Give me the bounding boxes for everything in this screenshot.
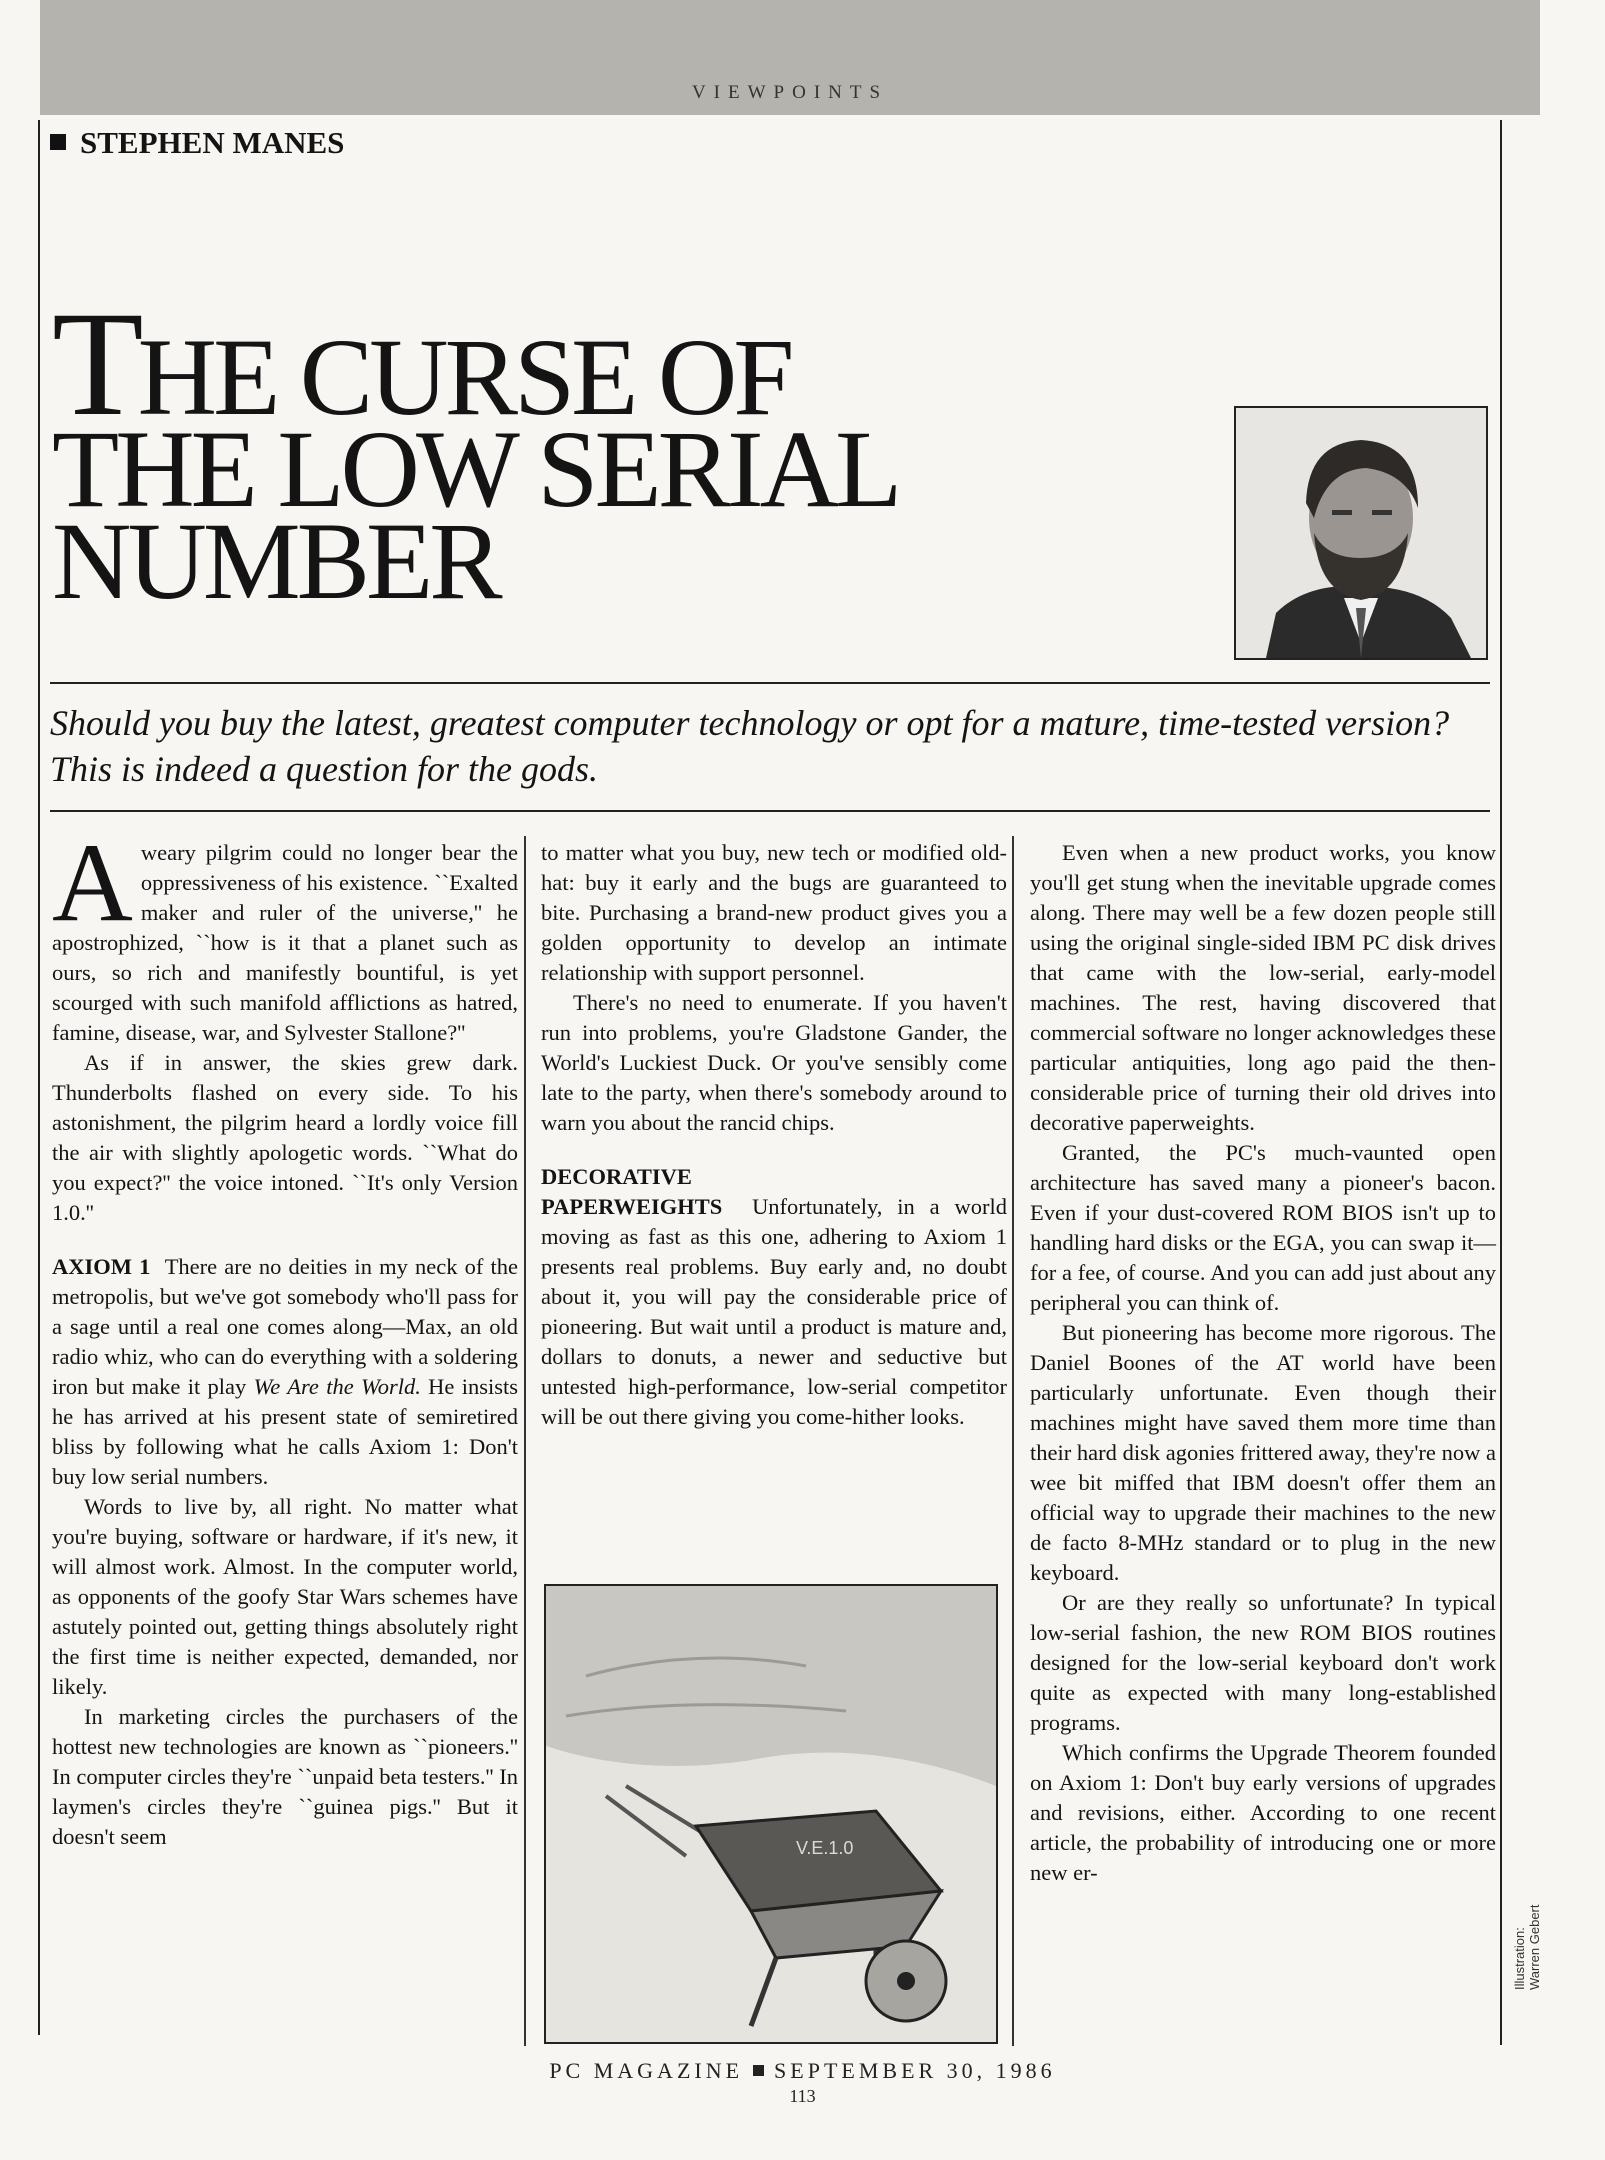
headline-line-1: HE CURSE OF	[137, 316, 791, 438]
deck-bottom-rule	[50, 810, 1490, 812]
paragraph: Or are they really so unfortunate? In typical low-serial fashion, the new ROM BIOS routines designed for the low-serial keyboard don't work quite as expected with many long-established programs.	[1030, 1590, 1496, 1735]
wheelbarrow-icon	[546, 1586, 996, 2042]
paragraph: In marketing circles the purchasers of the hottest new technologies are known as ``pioneers.'' In computer circles they're ``unpaid beta testers.'' In laymen's circles they're ``guinea pigs.'' But it doesn't seem	[52, 1704, 518, 1849]
paragraph: As if in answer, the skies grew dark. Thunderbolts flashed on every side. To his astonishment, the pilgrim heard a lordly voice fill the air with slightly apologetic words. ``What do you expect?'' the voice intoned. ``It's only Version 1.0.''	[52, 1050, 518, 1225]
paragraph: AXIOM 1 There are no deities in my neck of the metropolis, but we've got somebody who'll pass for a sage until a real one comes along—Max, an old radio whiz, who can do everything with a soldering iron but make it play We Are the World. He insists he has arrived at his present state of semiretired bliss by following what he calls Axiom 1: Don't buy low serial numbers.	[52, 1254, 519, 1489]
magazine-name: PC MAGAZINE	[549, 2058, 744, 2083]
page-footer	[0, 2058, 1605, 2084]
author-name: STEPHEN MANES	[80, 125, 345, 160]
paragraph: There's no need to enumerate. If you haven't run into problems, you're Gladstone Gander, the World's Luckiest Duck. Or you've sensibly come late to the party, when there's somebody around to warn you about the rancid chips.	[541, 990, 1007, 1135]
section-label: VIEWPOINTS	[691, 82, 889, 103]
paragraph: to matter what you buy, new tech or modified old-hat: buy it early and the bugs are guaranteed to bite. Purchasing a brand-new product gives you a golden opportunity to develop an intimate relationship with support personnel.	[541, 840, 1007, 985]
article-deck: Should you buy the latest, greatest computer technology or opt for a mature, time-tested version? This is indeed a question for the gods.	[50, 703, 1450, 789]
author-portrait-icon	[1236, 408, 1486, 658]
wheelbarrow-illustration	[544, 1584, 998, 2044]
headline-drop-letter: T	[52, 281, 138, 447]
issue-date: SEPTEMBER 30, 1986	[774, 2058, 1056, 2083]
column-2	[541, 838, 1007, 1432]
subhead-decorative-paperweights: DECORATIVE PAPERWEIGHTS	[541, 1164, 723, 1219]
headline-line-2: THE LOW SERIAL	[52, 408, 899, 530]
column-3	[1030, 838, 1496, 1888]
paragraph: Words to live by, all right. No matter what you're buying, software or hardware, if it's new, it will almost work. Almost. In the computer world, as opponents of the goofy Star Wars schemes have astutely pointed out, getting things absolutely right the first time is neither expected, demanded, nor likely.	[52, 1494, 518, 1699]
footer-bullet-icon	[753, 2065, 764, 2076]
paragraph: Which confirms the Upgrade Theorem founded on Axiom 1: Don't buy early versions of upgrades and revisions, either. According to one recent article, the probability of introducing one or more new er-	[1030, 1740, 1496, 1885]
page-number: 113	[789, 2086, 816, 2106]
bullet-square-icon	[50, 134, 66, 150]
right-border	[1500, 120, 1502, 2045]
left-border	[38, 120, 40, 2035]
column-separator-2	[1012, 836, 1014, 2046]
headline-line-3: NUMBER	[52, 500, 499, 622]
column-separator-1	[524, 836, 526, 2046]
column-1	[52, 821, 519, 1852]
paragraph: DECORATIVE PAPERWEIGHTS Unfortunately, in a world moving as fast as this one, adhering to Axiom 1 presents real problems. Buy early and, no doubt about it, you will pay the considerable price of pioneering. But wait until a product is mature and, dollars to donuts, a newer and seductive but untested high-performance, low-serial competitor will be out there giving you come-hither looks.	[541, 1164, 1008, 1429]
byline	[50, 125, 344, 161]
deck-top-rule	[50, 682, 1490, 684]
section-header-band	[40, 0, 1540, 115]
author-photo	[1234, 406, 1488, 660]
paragraph: Even when a new product works, you know you'll get stung when the inevitable upgrade comes along. There may well be a few dozen people still using the original single-sided IBM PC disk drives that came with the low-serial, early-model machines. The rest, having discovered that commercial software no longer acknowledges these particular antiquities, long ago paid the then-considerable price of turning their old drives into decorative paperweights.	[1030, 840, 1496, 1135]
paragraph: Aweary pilgrim could no longer bear the oppressiveness of his existence. ``Exalted maker and ruler of the universe,'' he apostrophized, ``how is it that a planet such as ours, so rich and manifestly bountiful, is yet scourged with such manifold afflictions as hatred, famine, disease, war, and Sylvester Stallone?''	[52, 821, 518, 1045]
drop-cap: A	[52, 821, 133, 945]
paragraph: Granted, the PC's much-vaunted open architecture has saved many a pioneer's bacon. Even if your dust-covered ROM BIOS isn't up to handling hard disks or the EGA, you can swap it—for a fee, of course. And you can add just about any peripheral you can think of.	[1030, 1140, 1496, 1315]
article-headline	[52, 281, 1192, 622]
illustration-credit: Illustration: Warren Gebert	[1512, 1904, 1542, 1990]
wheelbarrow-label: V.E.1.0	[796, 1838, 854, 1858]
subhead-axiom-1: AXIOM 1	[52, 1254, 151, 1279]
paragraph: But pioneering has become more rigorous. The Daniel Boones of the AT world have been particularly unfortunate. Even though their machines might have saved them more time than their hard disk agonies frittered away, they're now a wee bit miffed that IBM doesn't offer them an official way to upgrade their machines to the new de facto 8-MHz standard or to plug in the new keyboard.	[1030, 1320, 1496, 1585]
